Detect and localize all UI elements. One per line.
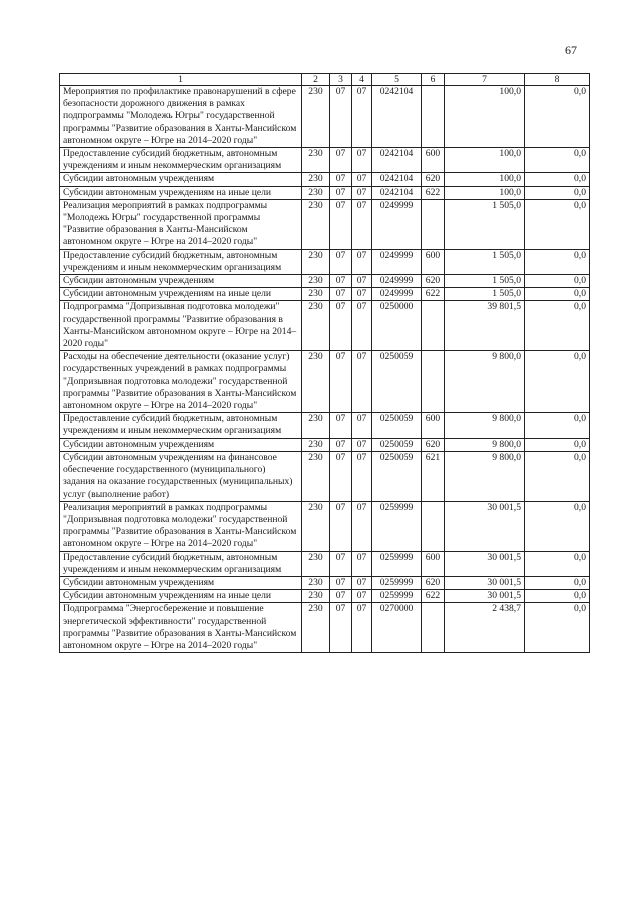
cell-section-code: 07 [330, 351, 352, 413]
table-row [60, 199, 590, 249]
cell-amount-secondary: 0,0 [525, 438, 590, 451]
cell-section-code: 07 [330, 501, 352, 551]
table-body [60, 86, 590, 653]
cell-section-code: 07 [330, 173, 352, 186]
cell-amount: 100,0 [445, 148, 525, 173]
cell-subsection-code: 07 [352, 199, 372, 249]
cell-amount: 100,0 [445, 186, 525, 199]
column-header: 4 [352, 74, 372, 86]
cell-amount-secondary: 0,0 [525, 186, 590, 199]
cell-amount-secondary: 0,0 [525, 590, 590, 603]
cell-ministry-code: 230 [302, 576, 330, 589]
cell-target-article-code: 0259999 [372, 590, 422, 603]
table-header-row [60, 74, 590, 86]
cell-section-code: 07 [330, 590, 352, 603]
cell-amount-secondary: 0,0 [525, 551, 590, 576]
cell-amount-secondary: 0,0 [525, 86, 590, 148]
cell-item-name: Субсидии автономным учреждениям [60, 173, 302, 186]
table-row [60, 451, 590, 501]
cell-amount-secondary: 0,0 [525, 501, 590, 551]
cell-target-article-code: 0249999 [372, 275, 422, 288]
cell-subsection-code: 07 [352, 451, 372, 501]
cell-section-code: 07 [330, 86, 352, 148]
cell-subsection-code: 07 [352, 590, 372, 603]
cell-amount: 1 505,0 [445, 199, 525, 249]
cell-target-article-code: 0250000 [372, 301, 422, 351]
cell-target-article-code: 0259999 [372, 501, 422, 551]
cell-expense-type-code: 622 [422, 186, 445, 199]
cell-section-code: 07 [330, 438, 352, 451]
cell-target-article-code: 0242104 [372, 173, 422, 186]
cell-ministry-code: 230 [302, 288, 330, 301]
cell-ministry-code: 230 [302, 86, 330, 148]
cell-expense-type-code: 622 [422, 590, 445, 603]
cell-item-name: Субсидии автономным учреждениям на финансовое обеспечение государственного (муниципального) задания на оказание государственных (муниципальных) услуг (выполнение работ) [60, 451, 302, 501]
table-row [60, 301, 590, 351]
cell-expense-type-code: 621 [422, 451, 445, 501]
cell-target-article-code: 0250059 [372, 351, 422, 413]
cell-amount: 100,0 [445, 173, 525, 186]
cell-item-name: Предоставление субсидий бюджетным, автономным учреждениям и иным некоммерческим организациям [60, 148, 302, 173]
cell-target-article-code: 0242104 [372, 186, 422, 199]
cell-subsection-code: 07 [352, 288, 372, 301]
table-row [60, 576, 590, 589]
cell-amount: 1 505,0 [445, 249, 525, 274]
cell-target-article-code: 0270000 [372, 603, 422, 653]
cell-expense-type-code: 620 [422, 173, 445, 186]
cell-subsection-code: 07 [352, 438, 372, 451]
cell-target-article-code: 0249999 [372, 288, 422, 301]
cell-subsection-code: 07 [352, 249, 372, 274]
cell-expense-type-code [422, 351, 445, 413]
cell-expense-type-code: 600 [422, 249, 445, 274]
cell-subsection-code: 07 [352, 603, 372, 653]
column-header: 2 [302, 74, 330, 86]
cell-amount-secondary: 0,0 [525, 301, 590, 351]
cell-amount-secondary: 0,0 [525, 148, 590, 173]
cell-expense-type-code [422, 603, 445, 653]
cell-expense-type-code [422, 501, 445, 551]
cell-expense-type-code [422, 199, 445, 249]
cell-section-code: 07 [330, 413, 352, 438]
cell-amount: 9 800,0 [445, 413, 525, 438]
cell-ministry-code: 230 [302, 249, 330, 274]
cell-item-name: Реализация мероприятий в рамках подпрограммы "Допризывная подготовка молодежи" государственной программы "Развитие образования в Ханты-Мансийском автономном округе – Югре на 2014–2020 годы" [60, 501, 302, 551]
table-row [60, 603, 590, 653]
cell-amount: 30 001,5 [445, 590, 525, 603]
cell-subsection-code: 07 [352, 275, 372, 288]
cell-item-name: Субсидии автономным учреждениям на иные цели [60, 186, 302, 199]
cell-amount-secondary: 0,0 [525, 576, 590, 589]
cell-amount: 30 001,5 [445, 576, 525, 589]
cell-expense-type-code: 620 [422, 438, 445, 451]
cell-amount-secondary: 0,0 [525, 603, 590, 653]
cell-section-code: 07 [330, 551, 352, 576]
cell-section-code: 07 [330, 275, 352, 288]
cell-subsection-code: 07 [352, 576, 372, 589]
cell-target-article-code: 0259999 [372, 576, 422, 589]
cell-section-code: 07 [330, 576, 352, 589]
cell-ministry-code: 230 [302, 590, 330, 603]
cell-expense-type-code [422, 301, 445, 351]
cell-item-name: Предоставление субсидий бюджетным, автономным учреждениям и иным некоммерческим организациям [60, 551, 302, 576]
cell-subsection-code: 07 [352, 301, 372, 351]
cell-item-name: Субсидии автономным учреждениям на иные цели [60, 288, 302, 301]
cell-expense-type-code [422, 86, 445, 148]
cell-target-article-code: 0242104 [372, 86, 422, 148]
cell-section-code: 07 [330, 148, 352, 173]
cell-expense-type-code: 622 [422, 288, 445, 301]
cell-expense-type-code: 620 [422, 275, 445, 288]
cell-item-name: Предоставление субсидий бюджетным, автономным учреждениям и иным некоммерческим организациям [60, 249, 302, 274]
column-header: 5 [372, 74, 422, 86]
cell-amount: 9 800,0 [445, 451, 525, 501]
cell-amount: 1 505,0 [445, 288, 525, 301]
cell-expense-type-code: 620 [422, 576, 445, 589]
cell-ministry-code: 230 [302, 148, 330, 173]
cell-item-name: Расходы на обеспечение деятельности (оказание услуг) государственных учреждений в рамках подпрограммы "Допризывная подготовка молодежи" государственной программы "Развитие образования в Ханты-Мансийском автономном округе – Югре на 2014–2020 годы" [60, 351, 302, 413]
table-row [60, 186, 590, 199]
column-header: 1 [60, 74, 302, 86]
cell-item-name: Подпрограмма "Энергосбережение и повышение энергетической эффективности" государственной программы "Развитие образования в Ханты-Мансийском автономном округе – Югре на 2014–2020 годы" [60, 603, 302, 653]
cell-subsection-code: 07 [352, 148, 372, 173]
cell-item-name: Субсидии автономным учреждениям [60, 576, 302, 589]
cell-amount: 9 800,0 [445, 438, 525, 451]
cell-target-article-code: 0250059 [372, 413, 422, 438]
cell-amount: 30 001,5 [445, 501, 525, 551]
cell-ministry-code: 230 [302, 501, 330, 551]
cell-section-code: 07 [330, 288, 352, 301]
cell-expense-type-code: 600 [422, 551, 445, 576]
cell-amount-secondary: 0,0 [525, 351, 590, 413]
page-number: 67 [565, 43, 577, 57]
cell-section-code: 07 [330, 603, 352, 653]
table-row [60, 438, 590, 451]
table-row [60, 148, 590, 173]
cell-amount-secondary: 0,0 [525, 288, 590, 301]
cell-ministry-code: 230 [302, 451, 330, 501]
budget-table [59, 73, 590, 653]
cell-amount-secondary: 0,0 [525, 199, 590, 249]
cell-section-code: 07 [330, 451, 352, 501]
cell-amount: 1 505,0 [445, 275, 525, 288]
cell-ministry-code: 230 [302, 603, 330, 653]
cell-target-article-code: 0242104 [372, 148, 422, 173]
column-header: 7 [445, 74, 525, 86]
cell-ministry-code: 230 [302, 186, 330, 199]
cell-ministry-code: 230 [302, 301, 330, 351]
cell-ministry-code: 230 [302, 199, 330, 249]
cell-subsection-code: 07 [352, 501, 372, 551]
table-row [60, 551, 590, 576]
cell-subsection-code: 07 [352, 86, 372, 148]
cell-expense-type-code: 600 [422, 148, 445, 173]
cell-subsection-code: 07 [352, 351, 372, 413]
cell-subsection-code: 07 [352, 413, 372, 438]
cell-subsection-code: 07 [352, 186, 372, 199]
cell-item-name: Субсидии автономным учреждениям [60, 438, 302, 451]
cell-ministry-code: 230 [302, 551, 330, 576]
cell-target-article-code: 0250059 [372, 451, 422, 501]
cell-section-code: 07 [330, 301, 352, 351]
cell-amount-secondary: 0,0 [525, 249, 590, 274]
cell-target-article-code: 0249999 [372, 199, 422, 249]
cell-amount: 30 001,5 [445, 551, 525, 576]
cell-item-name: Мероприятия по профилактике правонарушений в сфере безопасности дорожного движения в рамках подпрограммы "Молодежь Югры" государственной программы "Развитие образования в Ханты-Мансийском автономном округе – Югре на 2014–2020 годы" [60, 86, 302, 148]
table-row [60, 413, 590, 438]
table-row [60, 351, 590, 413]
column-header: 6 [422, 74, 445, 86]
cell-amount-secondary: 0,0 [525, 451, 590, 501]
cell-amount-secondary: 0,0 [525, 275, 590, 288]
cell-amount: 9 800,0 [445, 351, 525, 413]
table-row [60, 275, 590, 288]
cell-section-code: 07 [330, 249, 352, 274]
cell-amount: 100,0 [445, 86, 525, 148]
cell-item-name: Предоставление субсидий бюджетным, автономным учреждениям и иным некоммерческим организациям [60, 413, 302, 438]
cell-subsection-code: 07 [352, 551, 372, 576]
cell-subsection-code: 07 [352, 173, 372, 186]
cell-expense-type-code: 600 [422, 413, 445, 438]
cell-ministry-code: 230 [302, 413, 330, 438]
table-row [60, 501, 590, 551]
cell-item-name: Субсидии автономным учреждениям на иные цели [60, 590, 302, 603]
cell-ministry-code: 230 [302, 351, 330, 413]
cell-ministry-code: 230 [302, 275, 330, 288]
column-header: 8 [525, 74, 590, 86]
cell-item-name: Реализация мероприятий в рамках подпрограммы "Молодежь Югры" государственной программы "Развитие образования в Ханты-Мансийском автономном округе – Югре на 2014–2020 годы" [60, 199, 302, 249]
cell-target-article-code: 0249999 [372, 249, 422, 274]
column-header: 3 [330, 74, 352, 86]
cell-section-code: 07 [330, 186, 352, 199]
table-row [60, 173, 590, 186]
table-row [60, 249, 590, 274]
cell-amount-secondary: 0,0 [525, 413, 590, 438]
cell-ministry-code: 230 [302, 438, 330, 451]
cell-amount-secondary: 0,0 [525, 173, 590, 186]
cell-section-code: 07 [330, 199, 352, 249]
cell-ministry-code: 230 [302, 173, 330, 186]
table-row [60, 86, 590, 148]
cell-item-name: Подпрограмма "Допризывная подготовка молодежи" государственной программы "Развитие образования в Ханты-Мансийском автономном округе – Югре на 2014–2020 годы" [60, 301, 302, 351]
table-row [60, 288, 590, 301]
cell-amount: 2 438,7 [445, 603, 525, 653]
cell-target-article-code: 0250059 [372, 438, 422, 451]
table-row [60, 590, 590, 603]
cell-amount: 39 801,5 [445, 301, 525, 351]
cell-item-name: Субсидии автономным учреждениям [60, 275, 302, 288]
cell-target-article-code: 0259999 [372, 551, 422, 576]
